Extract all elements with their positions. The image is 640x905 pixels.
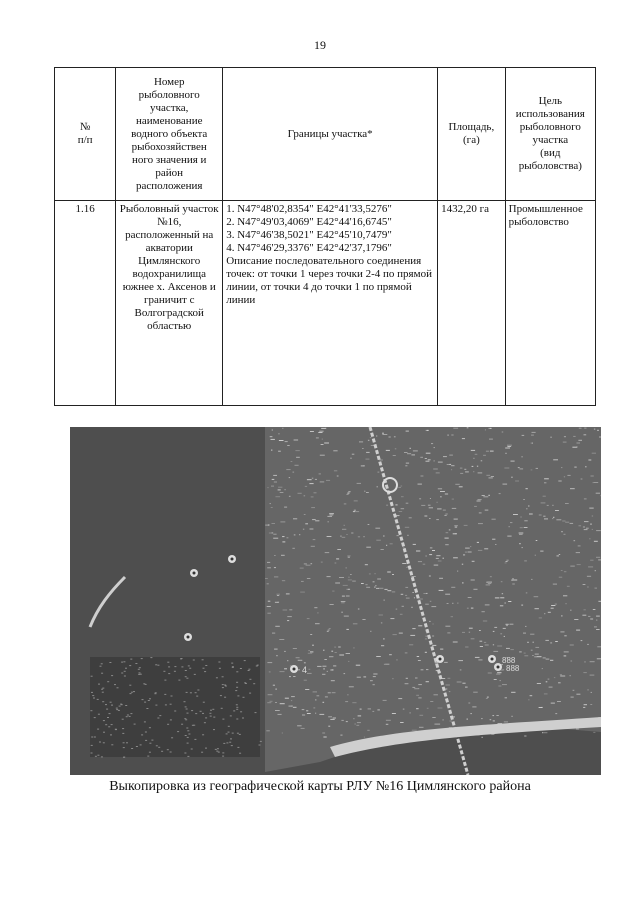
point-1: 1. N47°48'02,8354" E42°41'33,5276": [226, 203, 392, 215]
cell-bounds: [223, 201, 438, 406]
cell-site: Рыболовный участок №16, расположенный на акватории Цимлянского водохранилища южнее х. Аксенов и граничит с Волгоградской областью: [116, 201, 223, 406]
map-caption: Выкопировка из географической карты РЛУ №16 Цимлянского района: [109, 779, 531, 794]
marker-icon: [190, 569, 198, 577]
marker-icon: [436, 655, 444, 663]
marker-icon: [494, 663, 502, 671]
marker-icon: [184, 633, 192, 641]
map-svg: [70, 427, 601, 775]
map-label-a: 888: [502, 656, 516, 665]
header-purpose: Цель использования рыболовного участка (вид рыболовства): [505, 68, 595, 201]
marker-icon: [290, 665, 298, 673]
point-3: 3. N47°46'38,5021" E42°45'10,7479": [226, 229, 392, 241]
marker-icon: [228, 555, 236, 563]
marker-icon: [488, 655, 496, 663]
table-header-row: [55, 68, 596, 201]
header-site: Номер рыболовного участка, наименование водного объекта рыбохозяйствен ного значения и район расположения: [116, 68, 223, 201]
point-2: 2. N47°49'03,4069" E42°44'16,6745": [226, 216, 392, 228]
header-area: Площадь, (га): [438, 68, 505, 201]
map-image: [70, 427, 601, 775]
bounds-description: Описание последовательного соединения точек: от точки 1 через точки 2-4 по прямой линии, от точки 4 до точки 1 по прямой линии: [226, 255, 432, 306]
cell-purpose: Промышленное рыболовство: [505, 201, 595, 406]
table-row: [55, 201, 596, 406]
cell-area: 1432,20 га: [438, 201, 505, 406]
map-label-b: 888: [506, 664, 520, 673]
header-bounds: Границы участка*: [223, 68, 438, 201]
point-4: 4. N47°46'29,3376" E42°42'37,1796": [226, 242, 392, 254]
map-label-point-4: 4: [302, 665, 308, 675]
header-number: № п/п: [55, 68, 116, 201]
fishing-site-table: [54, 67, 596, 406]
page-number: 19: [314, 38, 326, 52]
cell-number: 1.16: [55, 201, 116, 406]
